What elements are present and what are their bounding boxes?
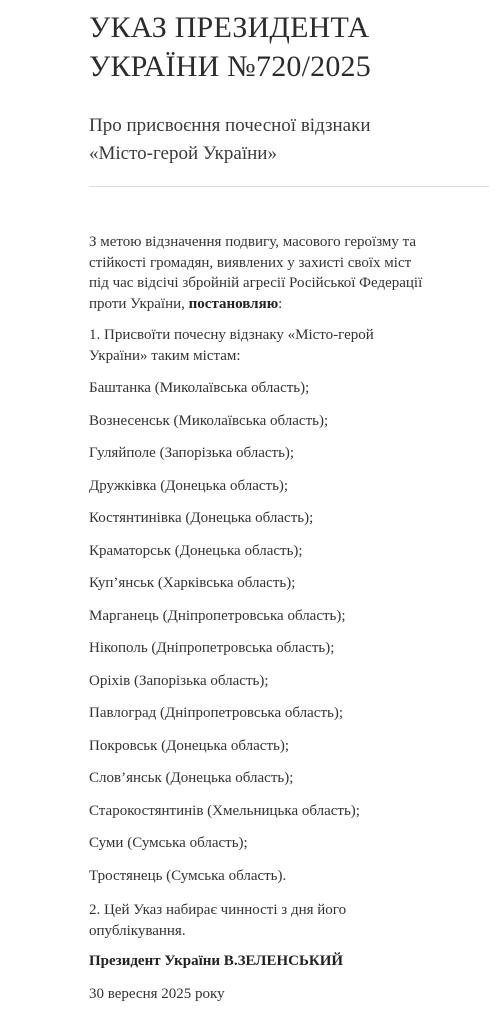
decree-keyword: постановляю (188, 295, 279, 312)
intro-line: стійкості громадян, виявлених у захисті своїх міст (89, 254, 412, 271)
list-item: Слов’янськ (Донецька область); (89, 770, 294, 786)
intro-paragraph (89, 232, 489, 314)
point-1-line: України» таким містам: (89, 347, 241, 364)
list-item: Суми (Сумська область); (89, 835, 248, 851)
intro-line-text: проти України, (89, 295, 189, 312)
point-1-line: 1. Присвоїти почесну відзнаку «Місто-герой (89, 327, 374, 343)
list-item: Куп’янськ (Харківська область); (89, 575, 296, 591)
intro-line: З метою відзначення подвигу, масового героїзму та (89, 234, 417, 250)
subtitle-line-2: «Місто-герой України» (89, 143, 277, 164)
subtitle-line-1: Про присвоєння почесної відзнаки (89, 115, 371, 136)
list-item: Павлоград (Дніпропетровська область); (89, 705, 344, 721)
title-line-1: УКАЗ ПРЕЗИДЕНТА (89, 11, 370, 44)
point-1-paragraph (89, 325, 489, 366)
intro-line: під час відсічі збройній агресії Російської Федерації (89, 275, 423, 291)
city-list (89, 378, 489, 898)
list-item: Тростянець (Сумська область). (89, 867, 287, 884)
intro-line (89, 294, 489, 315)
list-item: Баштанка (Миколаївська область); (89, 380, 310, 396)
list-item: Краматорськ (Донецька область); (89, 542, 303, 559)
intro-line-end: : (278, 295, 283, 312)
page-title (89, 8, 489, 86)
list-item: Оріхів (Запорізька область); (89, 672, 269, 689)
divider (89, 186, 489, 187)
list-item: Покровськ (Донецька область); (89, 737, 290, 754)
list-item: Гуляйполе (Запорізька область); (89, 445, 295, 461)
decree-date: 30 вересня 2025 року (89, 986, 225, 1002)
list-item: Дружківка (Донецька область); (89, 477, 289, 494)
list-item: Старокостянтинів (Хмельницька область); (89, 802, 360, 819)
point-2-line: опублікування. (89, 922, 186, 939)
list-item: Марганець (Дніпропетровська область); (89, 607, 346, 624)
list-item: Вознесенськ (Миколаївська область); (89, 412, 329, 429)
point-2-line: 2. Цей Указ набирає чинності з дня його (89, 902, 347, 918)
title-line-2: УКРАЇНИ №720/2025 (89, 50, 371, 83)
signature: Президент України В.ЗЕЛЕНСЬКИЙ (89, 953, 344, 969)
page-subtitle (89, 112, 489, 168)
point-2-paragraph (89, 900, 489, 941)
list-item: Нікополь (Дніпропетровська область); (89, 640, 335, 656)
list-item: Костянтинівка (Донецька область); (89, 510, 314, 526)
